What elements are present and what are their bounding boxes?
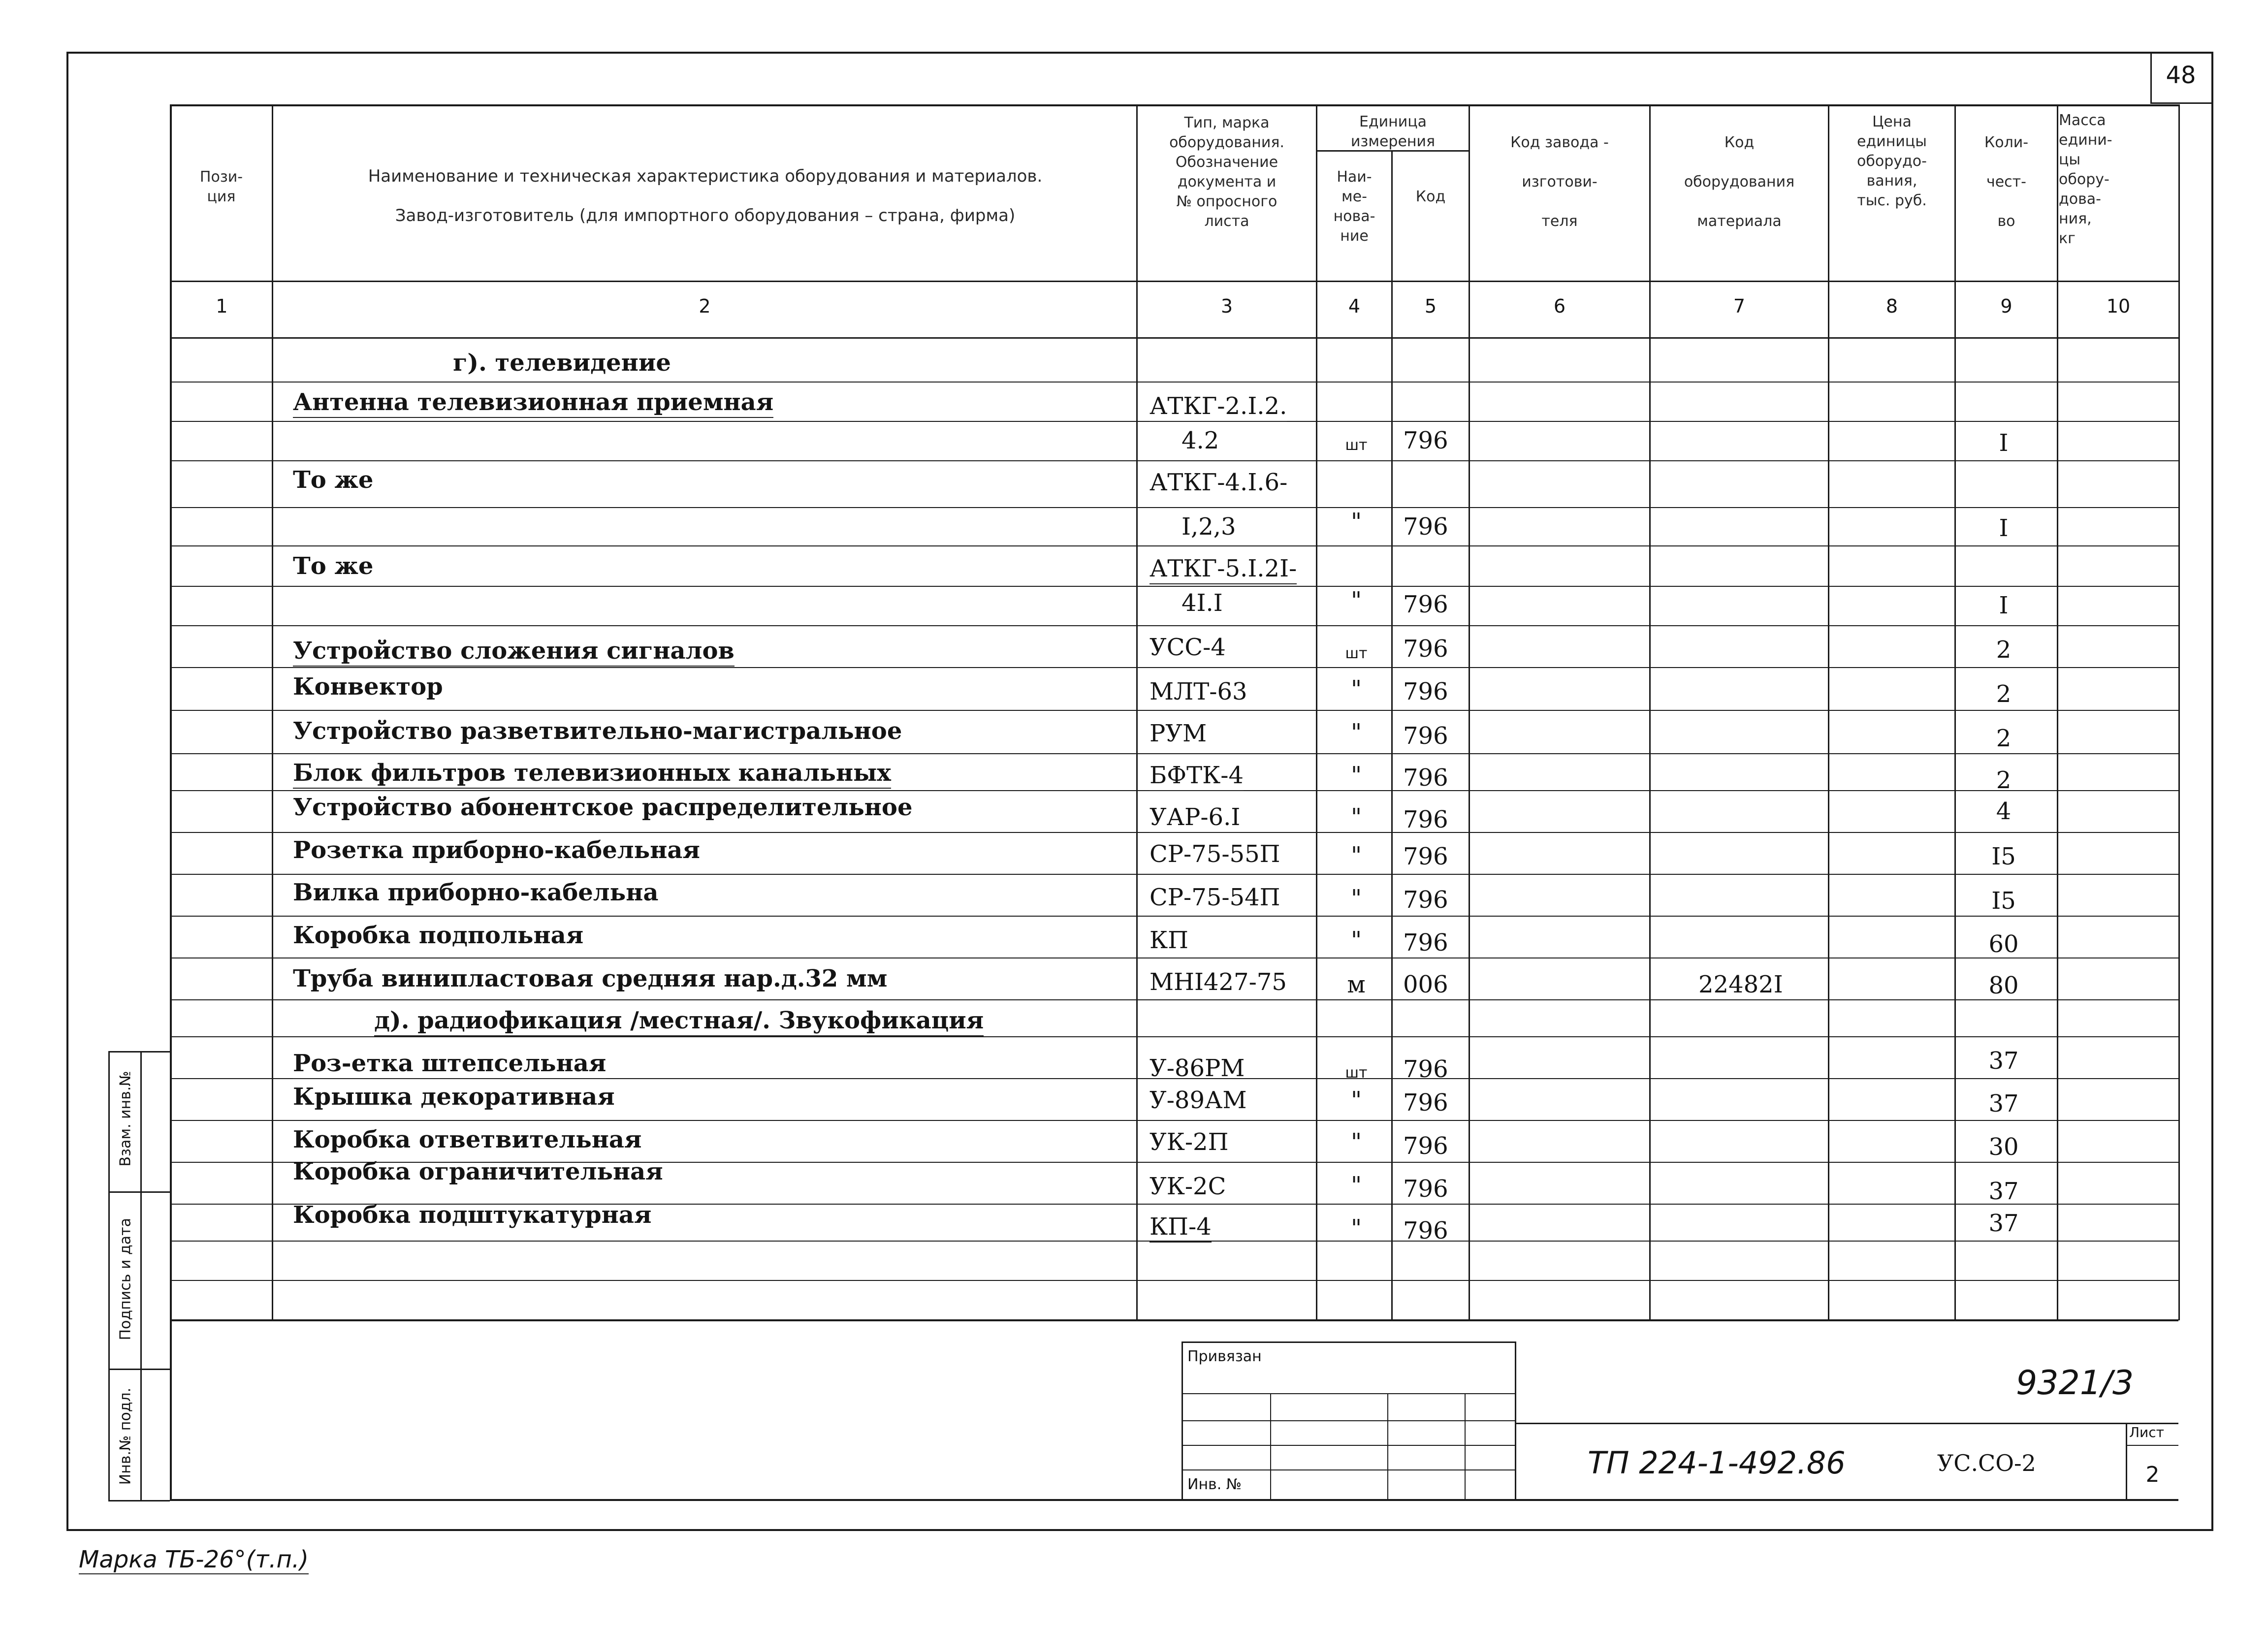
title-block-bottom (170, 1499, 2178, 1501)
row-type: УК-2С (1150, 1173, 1226, 1200)
row-unit: " (1350, 1214, 1362, 1242)
colnum-1: 1 (216, 295, 228, 317)
col-line-2 (1136, 104, 1138, 1320)
row-type: КП-4 (1150, 1212, 1212, 1243)
side-strip-inner (140, 1051, 142, 1501)
colnum-3: 3 (1220, 295, 1233, 317)
row-code: 796 (1403, 427, 1448, 454)
code-line-top (1516, 1423, 2178, 1424)
table-header-bottom (170, 281, 2178, 282)
row-code: 796 (1403, 1132, 1448, 1160)
row-type: УК-2П (1150, 1128, 1229, 1156)
row-type: АТКГ-4.I.6- (1150, 469, 1288, 496)
row-line (170, 382, 2178, 383)
row-qty: 37 (1988, 1090, 2019, 1117)
row-line (170, 1036, 2178, 1037)
row-qty: 2 (1996, 725, 2012, 752)
row-unit: " (1350, 719, 1362, 746)
side-strip-top (108, 1051, 170, 1053)
row-name: Роз-етка штепсельная (293, 1049, 606, 1079)
header-unit-group: Единица измерения (1350, 113, 1436, 150)
row-line (170, 874, 2178, 875)
row-type: УАР-6.I (1150, 802, 1240, 833)
colnum-8: 8 (1885, 295, 1898, 317)
row-unit: " (1350, 842, 1362, 869)
side-label-inv-orig: Инв.№ подл. (117, 1387, 134, 1485)
row-unit: " (1350, 675, 1362, 703)
col-line-6 (1649, 104, 1651, 1320)
row-code: 796 (1403, 886, 1448, 914)
row-type: 4I.I (1182, 589, 1223, 617)
row-unit: " (1350, 803, 1362, 831)
row-line (170, 999, 2178, 1000)
side-label-sign-date: Подпись и дата (117, 1218, 134, 1341)
row-type: МНI427-75 (1150, 968, 1287, 996)
header-unit-name: Наи- ме- нова- ние (1333, 168, 1375, 245)
row-qty: 2 (1996, 680, 2012, 708)
row-unit: " (1350, 587, 1362, 614)
header-quantity: Коли- чест- во (1984, 134, 2029, 230)
header-price: Цена единицы оборудо- вания, тыс. руб. (1857, 113, 1927, 209)
row-line (170, 667, 2178, 668)
side-strip-div2 (108, 1369, 170, 1370)
colnum-2: 2 (699, 295, 711, 317)
row-name: Конвектор (293, 673, 443, 701)
privyazan-row1 (1182, 1393, 1516, 1394)
row-name: Коробка ограничительная (293, 1158, 663, 1185)
section-tv: г). телевидение (453, 349, 671, 377)
frame-left (66, 52, 68, 1531)
row-type: У-86РМ (1150, 1054, 1245, 1082)
frame-top (66, 52, 2213, 54)
row-name: Устройство сложения сигналов (293, 636, 735, 667)
row-name: Блок фильтров телевизионных канальных (293, 758, 891, 789)
row-line (170, 625, 2178, 626)
header-position: Пози- ция (199, 168, 243, 205)
list-box-div (2126, 1445, 2178, 1446)
row-unit: " (1350, 1086, 1362, 1114)
row-qty: I (1999, 514, 2009, 542)
row-qty: 4 (1996, 798, 2012, 825)
row-type: У-89АМ (1150, 1086, 1247, 1114)
row-type: УСС-4 (1150, 634, 1226, 661)
table-top (170, 104, 2178, 106)
row-qty: 60 (1988, 930, 2019, 958)
side-strip-left (108, 1051, 110, 1501)
col-line-7 (1828, 104, 1829, 1320)
row-qty: 30 (1988, 1133, 2019, 1161)
privyazan-row2 (1182, 1420, 1516, 1421)
handwritten-number: 9321/3 (2016, 1364, 2134, 1403)
row-line (170, 545, 2178, 546)
row-line (170, 1280, 2178, 1281)
row-code: 796 (1403, 1055, 1448, 1083)
privyazan-col1 (1270, 1393, 1271, 1499)
row-qty: 2 (1996, 766, 2012, 794)
row-unit: шт (1345, 1064, 1368, 1082)
row-name: Коробка подштукатурная (293, 1201, 652, 1229)
colnum-9: 9 (2000, 295, 2012, 317)
footer-note: Марка ТБ-26°(т.п.) (79, 1546, 309, 1573)
row-type: СР-75-55П (1150, 840, 1280, 868)
page-number: 48 (2166, 62, 2196, 89)
privyazan-row4 (1182, 1469, 1516, 1470)
col-line-10 (2178, 104, 2180, 1320)
row-name: То же (293, 466, 374, 494)
colnum-6: 6 (1553, 295, 1566, 317)
pagenum-box-bottom (2150, 102, 2212, 104)
row-name: Коробка подпольная (293, 922, 584, 949)
header-unit-code: Код (1415, 188, 1446, 205)
row-qty: I5 (1991, 843, 2016, 870)
row-unit: м (1347, 971, 1366, 998)
row-qty: 2 (1996, 636, 2012, 664)
row-code: 796 (1403, 678, 1448, 705)
side-label-replace-inv: Взам. инв.№ (117, 1071, 134, 1167)
row-name: Труба винипластовая средняя нар.д.32 мм (293, 965, 888, 992)
row-qty: I5 (1991, 887, 2016, 915)
row-name: Крышка декоративная (293, 1083, 615, 1111)
row-qty: I (1999, 592, 2009, 619)
row-type: АТКГ-2.I.2. (1150, 391, 1287, 422)
row-unit: " (1350, 762, 1362, 789)
row-name: Розетка приборно-кабельная (293, 836, 700, 864)
row-line (170, 1120, 2178, 1121)
row-unit: " (1350, 885, 1362, 912)
privyazan-col3 (1465, 1393, 1466, 1499)
header-type: Тип, марка оборудования. Обозначение документа и № опросного листа (1169, 114, 1284, 230)
col-line-5 (1469, 104, 1470, 1320)
row-unit: " (1350, 926, 1362, 954)
header-material-code: Код оборудования материала (1684, 134, 1795, 230)
row-code: 796 (1403, 722, 1448, 750)
row-name: Вилка приборно-кабельна (293, 879, 659, 906)
row-qty: 37 (1988, 1210, 2019, 1237)
row-line (170, 916, 2178, 917)
row-qty: 37 (1988, 1047, 2019, 1075)
row-line (170, 586, 2178, 587)
row-line (170, 507, 2178, 508)
row-line (170, 460, 2178, 461)
colnum-4: 4 (1348, 295, 1361, 317)
row-material-code: 22482I (1698, 971, 1783, 998)
list-label: Лист (2129, 1424, 2164, 1440)
frame-right (2211, 52, 2213, 1531)
row-name: Антенна телевизионная приемная (293, 387, 773, 418)
list-box-left (2126, 1423, 2127, 1500)
privyazan-top (1182, 1341, 1516, 1343)
colnum-7: 7 (1733, 295, 1746, 317)
row-code: 796 (1403, 929, 1448, 957)
privyazan-label: Привязан (1187, 1348, 1262, 1365)
col-line-3 (1316, 104, 1317, 1320)
list-number: 2 (2145, 1462, 2160, 1487)
row-code: 796 (1403, 513, 1448, 541)
pagenum-box-left (2150, 52, 2152, 103)
row-type: РУМ (1150, 720, 1207, 747)
row-type: 4.2 (1182, 427, 1219, 454)
row-code: 006 (1403, 971, 1448, 998)
row-unit: " (1350, 508, 1362, 536)
row-qty: I (1999, 429, 2009, 457)
row-line (170, 710, 2178, 711)
row-name: То же (293, 552, 374, 580)
row-unit: шт (1345, 437, 1368, 454)
row-type: БФТК-4 (1150, 761, 1244, 791)
col-line-1 (272, 104, 273, 1320)
row-type: МЛТ-63 (1150, 678, 1247, 705)
row-type: КП (1150, 926, 1189, 954)
row-code: 796 (1403, 1175, 1448, 1203)
header-name: Наименование и техническая характеристика оборудования и материалов. Завод-изготовитель (для импортного оборудования – страна, фирма) (368, 166, 1043, 225)
col-line-8 (1954, 104, 1956, 1320)
row-code: 796 (1403, 843, 1448, 870)
row-unit: " (1350, 1172, 1362, 1199)
row-code: 796 (1403, 806, 1448, 833)
privyazan-row3 (1182, 1445, 1516, 1446)
row-unit: " (1350, 1128, 1362, 1156)
privyazan-col2 (1387, 1393, 1388, 1499)
row-qty: 37 (1988, 1178, 2019, 1205)
row-code: 796 (1403, 635, 1448, 663)
row-name: Устройство разветвительно-магистральное (293, 717, 902, 745)
frame-bottom (66, 1529, 2213, 1531)
row-code: 796 (1403, 1089, 1448, 1117)
row-code: 796 (1403, 764, 1448, 792)
row-line (170, 753, 2178, 754)
header-mass: Масса едини- цы обору- дова- ния, кг (2059, 112, 2112, 247)
row-code: 796 (1403, 1217, 1448, 1245)
col-line-4 (1391, 150, 1393, 1320)
row-qty: 80 (1988, 972, 2019, 999)
col-line-9 (2057, 104, 2058, 1320)
row-code: 796 (1403, 591, 1448, 618)
row-type: I,2,3 (1182, 513, 1236, 541)
colnum-5: 5 (1424, 295, 1437, 317)
sheet-code: УС.СО-2 (1937, 1450, 2036, 1476)
doc-code: ТП 224-1-492.86 (1588, 1445, 1846, 1481)
row-name: Устройство абонентское распределительное (293, 794, 913, 821)
table-body-bottom (170, 1319, 2178, 1321)
inv-label: Инв. № (1187, 1476, 1242, 1493)
row-unit: шт (1345, 645, 1368, 662)
header-factory-code: Код завода - изготови- теля (1510, 134, 1609, 230)
row-type: АТКГ-5.I.2I- (1150, 554, 1297, 584)
table-colnum-bottom (170, 337, 2178, 339)
row-name: Коробка ответвительная (293, 1126, 642, 1153)
section-radio: д). радиофикация /местная/. Звукофикация (374, 1006, 984, 1036)
side-strip-bottom (108, 1500, 170, 1501)
row-type: СР-75-54П (1150, 884, 1280, 911)
side-strip-div1 (108, 1191, 170, 1193)
colnum-10: 10 (2106, 295, 2131, 317)
